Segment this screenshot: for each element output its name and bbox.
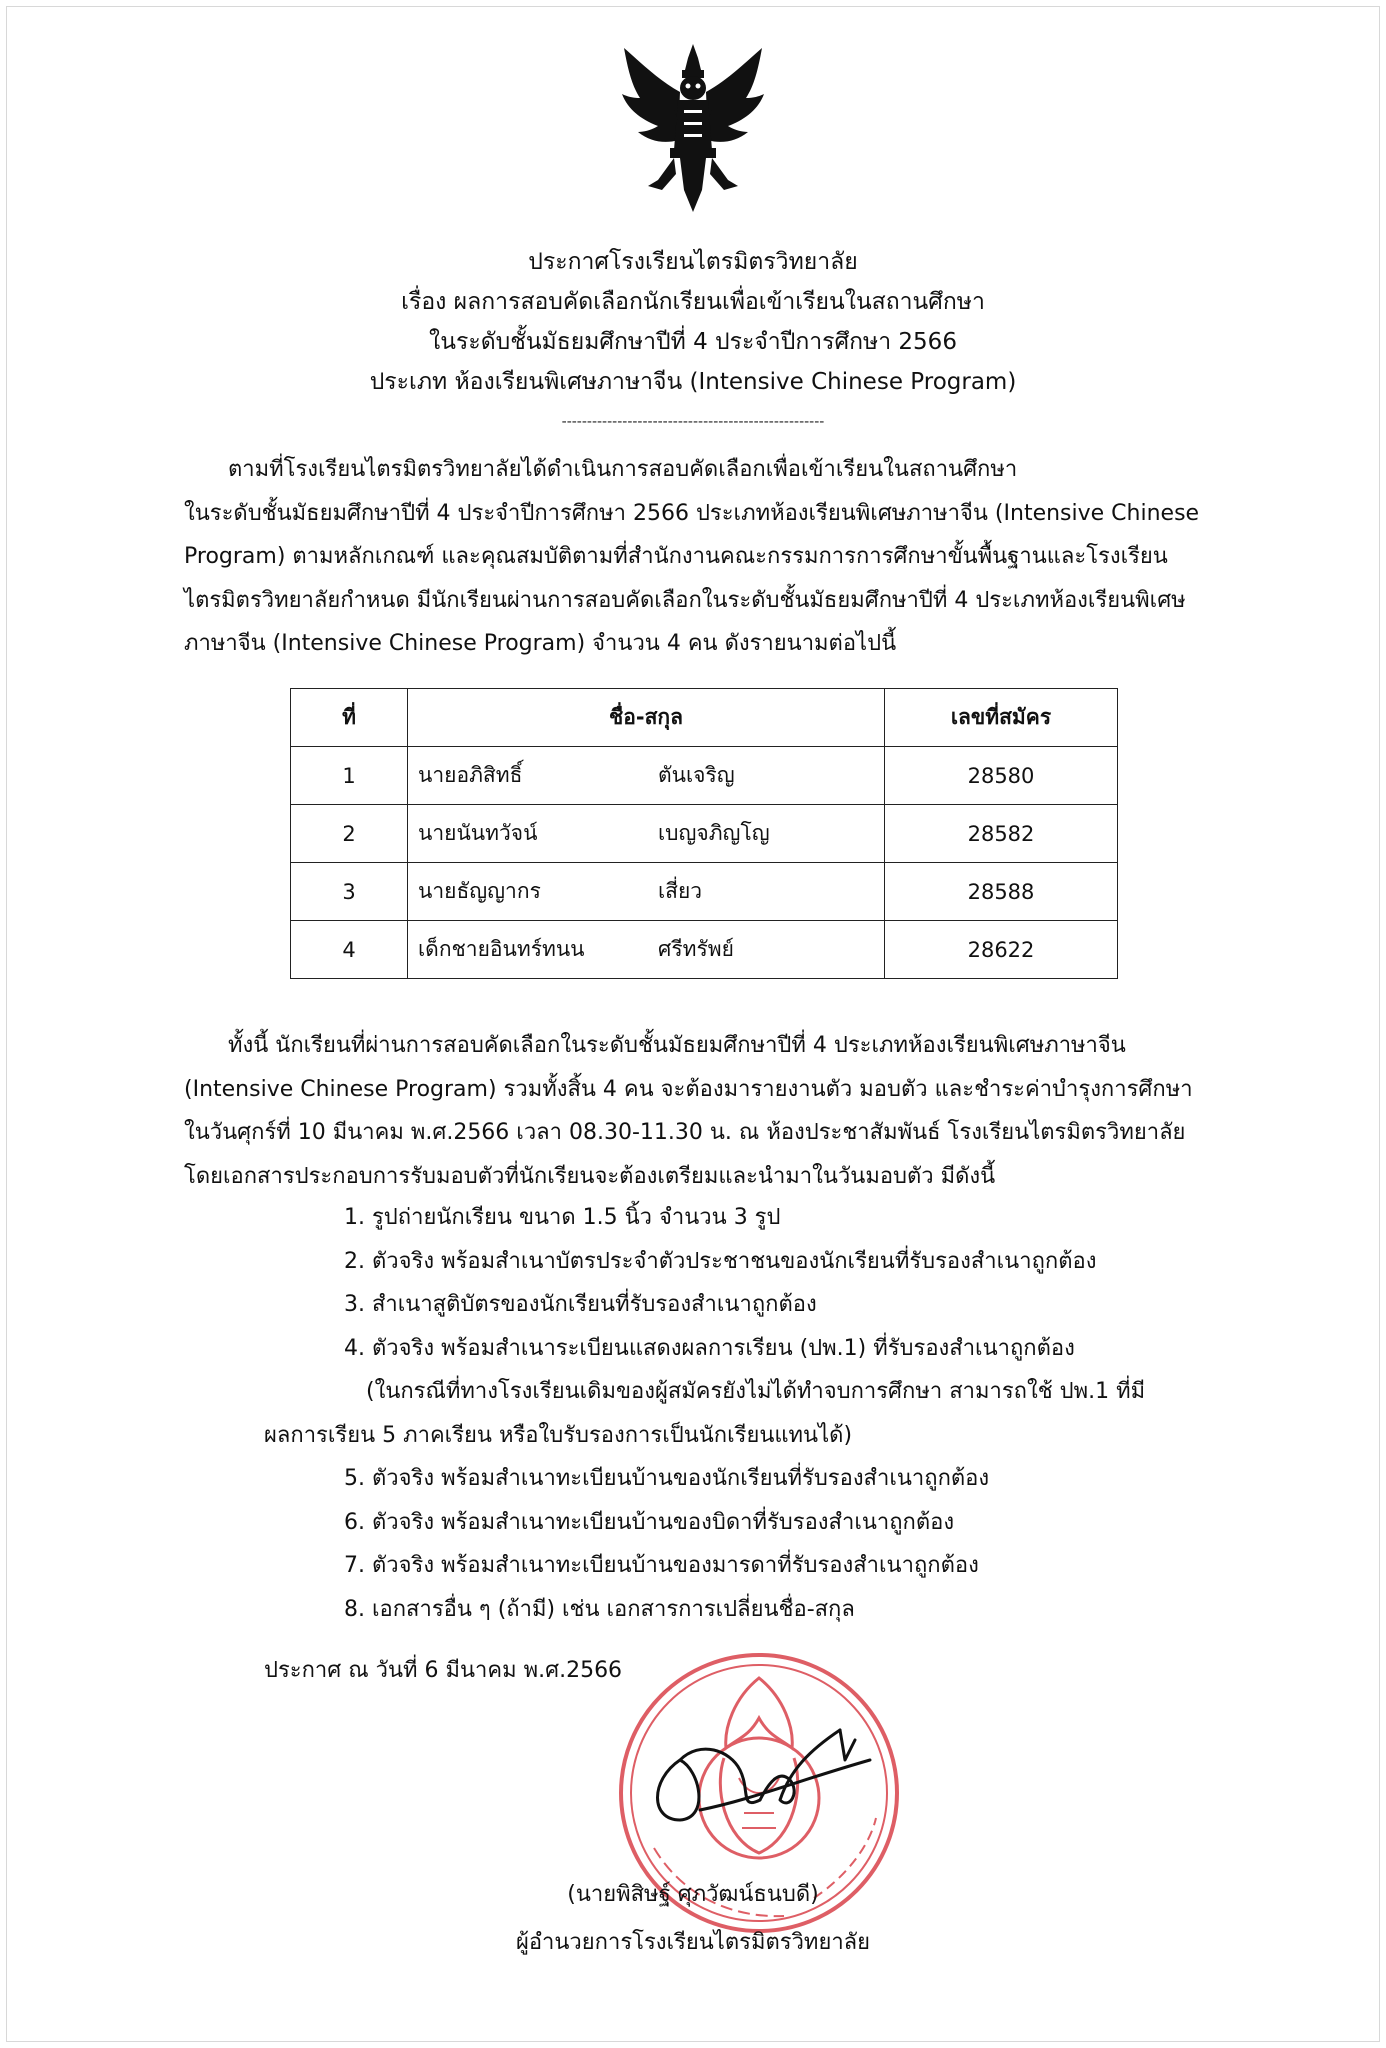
first-name: นายนันทวัจน์	[418, 821, 538, 845]
header-name: ชื่อ-สกุล	[408, 689, 885, 747]
handwritten-signature	[640, 1700, 880, 1850]
garuda-emblem-icon	[618, 40, 768, 220]
transcript-note	[264, 1370, 1224, 1457]
header-app-no: เลขที่สมัคร	[885, 689, 1118, 747]
list-item: 1. รูปถ่ายนักเรียน ขนาด 1.5 นิ้ว จำนวน 3 รูป	[344, 1205, 781, 1230]
signer-title: ผู้อำนวยการโรงเรียนไตรมิตรวิทยาลัย	[515, 1930, 871, 1955]
row-no: 1	[291, 747, 408, 805]
row-no: 3	[291, 863, 408, 921]
announcement-header	[0, 242, 1386, 402]
row-app-no: 28580	[885, 747, 1118, 805]
report-line: ทั้งนี้ นักเรียนที่ผ่านการสอบคัดเลือกในระดับชั้นมัธยมศึกษาปีที่ 4 ประเภทห้องเรียนพิเศษภาษาจีน	[228, 1033, 1126, 1058]
results-table	[290, 688, 1118, 979]
announcement-level: ในระดับชั้นมัธยมศึกษาปีที่ 4 ประจำปีการศึกษา 2566	[429, 329, 957, 355]
note-line: ผลการเรียน 5 ภาคเรียน หรือใบรับรองการเป็นนักเรียนแทนได้)	[264, 1422, 853, 1448]
intro-line: ไตรมิตรวิทยาลัยกำหนด มีนักเรียนผ่านการสอบคัดเลือกในระดับชั้นมัธยมศึกษาปีที่ 4 ประเภทห้องเรียนพิเศษ	[184, 587, 1186, 613]
note-line: (ในกรณีที่ทางโรงเรียนเดิมของผู้สมัครยังไม่ได้ทำจบการศึกษา สามารถใช้ ปพ.1 ที่มี	[366, 1379, 1146, 1404]
table-header-row	[291, 689, 1118, 747]
list-item: 4. ตัวจริง พร้อมสำเนาระเบียนแสดงผลการเรียน (ปพ.1) ที่รับรองสำเนาถูกต้อง	[344, 1335, 1075, 1361]
row-app-no: 28588	[885, 863, 1118, 921]
report-paragraph	[184, 1024, 1224, 1198]
last-name: เบญจภิญโญ	[658, 821, 770, 845]
last-name: ศรีทรัพย์	[658, 937, 734, 961]
first-name: นายธัญญากร	[418, 879, 541, 903]
report-line: ในวันศุกร์ที่ 10 มีนาคม พ.ศ.2566 เวลา 08.30-11.30 น. ณ ห้องประชาสัมพันธ์ โรงเรียนไตรมิตรวิทยาลัย	[184, 1120, 1186, 1145]
announcement-subject: เรื่อง ผลการสอบคัดเลือกนักเรียนเพื่อเข้าเรียนในสถานศึกษา	[401, 289, 985, 315]
list-item: 7. ตัวจริง พร้อมสำเนาทะเบียนบ้านของมารดาที่รับรองสำเนาถูกต้อง	[344, 1553, 979, 1578]
header-no: ที่	[291, 689, 408, 747]
row-name	[408, 921, 885, 979]
list-item: 3. สำเนาสูติบัตรของนักเรียนที่รับรองสำเนาถูกต้อง	[344, 1292, 817, 1317]
list-item: 5. ตัวจริง พร้อมสำเนาทะเบียนบ้านของนักเรียนที่รับรองสำเนาถูกต้อง	[344, 1466, 990, 1491]
last-name: ตันเจริญ	[658, 763, 735, 787]
signer-name: (นายพิสิษฐ์ ศุภวัฒน์ธนบดี)	[567, 1882, 819, 1907]
last-name: เสี่ยว	[658, 879, 703, 903]
table-row	[291, 805, 1118, 863]
intro-line: ภาษาจีน (Intensive Chinese Program) จำนวน 4 คน ดังรายนามต่อไปนี้	[184, 631, 897, 656]
header-divider: ----------------------------------------------------	[561, 414, 825, 430]
list-item: 6. ตัวจริง พร้อมสำเนาทะเบียนบ้านของบิดาที่รับรองสำเนาถูกต้อง	[344, 1509, 955, 1535]
row-no: 4	[291, 921, 408, 979]
announcement-program: ประเภท ห้องเรียนพิเศษภาษาจีน (Intensive Chinese Program)	[369, 369, 1017, 395]
row-app-no: 28582	[885, 805, 1118, 863]
first-name: นายอภิสิทธิ์	[418, 763, 523, 787]
announcement-title: ประกาศโรงเรียนไตรมิตรวิทยาลัย	[528, 249, 858, 275]
report-line: โดยเอกสารประกอบการรับมอบตัวที่นักเรียนจะต้องเตรียมและนำมาในวันมอบตัว มีดังนี้	[184, 1163, 996, 1189]
row-name	[408, 863, 885, 921]
table-row	[291, 863, 1118, 921]
row-name	[408, 805, 885, 863]
documents-list	[344, 1196, 1096, 1370]
intro-line: Program) ตามหลักเกณฑ์ และคุณสมบัติตามที่สำนักงานคณะกรรมการการศึกษาขั้นพื้นฐานและโรงเรียน	[184, 544, 1168, 569]
row-name	[408, 747, 885, 805]
table-row	[291, 921, 1118, 979]
intro-line: ตามที่โรงเรียนไตรมิตรวิทยาลัยได้ดำเนินการสอบคัดเลือกเพื่อเข้าเรียนในสถานศึกษา	[228, 457, 1018, 482]
row-no: 2	[291, 805, 408, 863]
intro-paragraph	[184, 448, 1224, 666]
documents-list-continued	[344, 1457, 989, 1631]
intro-line: ในระดับชั้นมัธยมศึกษาปีที่ 4 ประจำปีการศึกษา 2566 ประเภทห้องเรียนพิเศษภาษาจีน (Intensive Chinese	[184, 500, 1200, 526]
row-app-no: 28622	[885, 921, 1118, 979]
announcement-date: ประกาศ ณ วันที่ 6 มีนาคม พ.ศ.2566	[264, 1658, 623, 1683]
table-row	[291, 747, 1118, 805]
report-line: (Intensive Chinese Program) รวมทั้งสิ้น 4 คน จะต้องมารายงานตัว มอบตัว และชำระค่าบำรุงการศึกษา	[184, 1076, 1193, 1102]
list-item: 2. ตัวจริง พร้อมสำเนาบัตรประจำตัวประชาชนของนักเรียนที่รับรองสำเนาถูกต้อง	[344, 1248, 1097, 1274]
list-item: 8. เอกสารอื่น ๆ (ถ้ามี) เช่น เอกสารการเปลี่ยนชื่อ-สกุล	[344, 1596, 855, 1622]
first-name: เด็กชายอินทร์ทนน	[418, 937, 585, 961]
